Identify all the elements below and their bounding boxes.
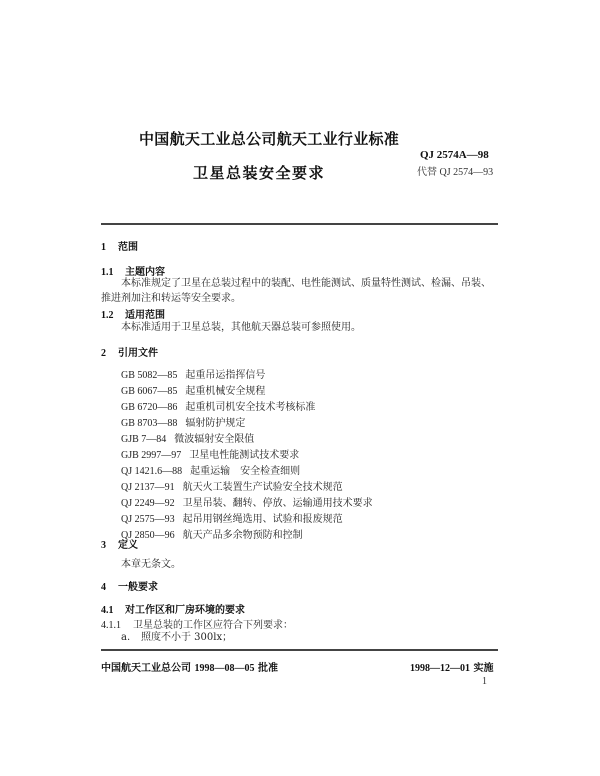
organization-title: 中国航天工业总公司航天工业行业标准 — [139, 130, 400, 148]
footer-divider — [101, 649, 498, 651]
reference-item: GB 6720—86 起重机司机安全技术考核标准 — [121, 402, 316, 413]
section-title: 适用范围 — [125, 310, 165, 321]
reference-item: QJ 1421.6—88 起重运输 安全检查细则 — [121, 466, 301, 477]
section-3-text: 本章无条文。 — [121, 559, 181, 570]
section-2-heading — [101, 344, 158, 359]
issuer: 中国航天工业总公司 — [101, 663, 191, 674]
page-number: 1 — [482, 676, 487, 687]
reference-item: GJB 7—84 微波辐射安全限值 — [121, 434, 255, 445]
section-1-2-text: 本标准适用于卫星总装，其他航天器总装可参照使用。 — [121, 322, 361, 333]
approval-date: 1998—08—05 — [194, 663, 255, 674]
replaces-standard: 代替 QJ 2574—93 — [417, 167, 494, 178]
reference-item: GB 5082—85 起重吊运指挥信号 — [121, 370, 266, 381]
reference-item: QJ 2137—91 航天火工装置生产试验安全技术规范 — [121, 482, 343, 493]
section-title: 范围 — [118, 242, 138, 253]
footer-effective — [410, 659, 493, 674]
section-title: 对工作区和厂房环境的要求 — [125, 605, 245, 616]
reference-item: GB 8703—88 辐射防护规定 — [121, 418, 246, 429]
section-4-heading — [101, 578, 158, 593]
reference-item: QJ 2249—92 卫星吊装、翻转、停放、运输通用技术要求 — [121, 498, 373, 509]
section-1-2-heading — [101, 306, 165, 321]
section-1-heading — [101, 238, 138, 253]
section-number: 4.1.1 — [101, 620, 121, 631]
section-1-1-text: 本标准规定了卫星在总装过程中的装配、电性能测试、质量特性测试、检漏、吊装、推进剂加注和转运等安全要求。 — [101, 278, 491, 304]
section-number: 2 — [101, 348, 106, 359]
section-number: 4 — [101, 582, 106, 593]
reference-item: GB 6067—85 起重机械安全规程 — [121, 386, 266, 397]
header-divider — [101, 223, 498, 225]
effective-date: 1998—12—01 — [410, 663, 470, 674]
section-number: 1.1 — [101, 267, 114, 278]
section-number: 1 — [101, 242, 106, 253]
reference-item: GJB 2997—97 卫星电性能测试技术要求 — [121, 450, 300, 461]
section-title: 一般要求 — [118, 582, 158, 593]
section-4-1-heading — [101, 601, 245, 616]
section-title: 定义 — [118, 540, 138, 551]
standard-code: QJ 2574A—98 — [420, 149, 489, 161]
footer-approval — [101, 659, 278, 674]
approval-label: 批准 — [257, 663, 278, 674]
list-item-a — [121, 630, 232, 645]
section-number: 1.2 — [101, 310, 114, 321]
section-text: 卫星总装的工作区应符合下列要求： — [133, 620, 293, 631]
section-title: 主题内容 — [125, 267, 165, 278]
section-4-1-1 — [101, 616, 293, 631]
list-text: 照度不小于 300lx； — [141, 632, 233, 643]
section-number: 4.1 — [101, 605, 114, 616]
section-number: 3 — [101, 540, 106, 551]
document-title: 卫星总装安全要求 — [193, 164, 326, 182]
section-title: 引用文件 — [118, 348, 158, 359]
section-3-heading — [101, 536, 138, 551]
list-label: a. — [121, 632, 131, 643]
effective-label: 实施 — [473, 663, 494, 674]
reference-item: QJ 2575—93 起吊用钢丝绳选用、试验和报废规范 — [121, 514, 343, 525]
reference-item: QJ 2850—96 航天产品多余物预防和控制 — [121, 530, 303, 541]
